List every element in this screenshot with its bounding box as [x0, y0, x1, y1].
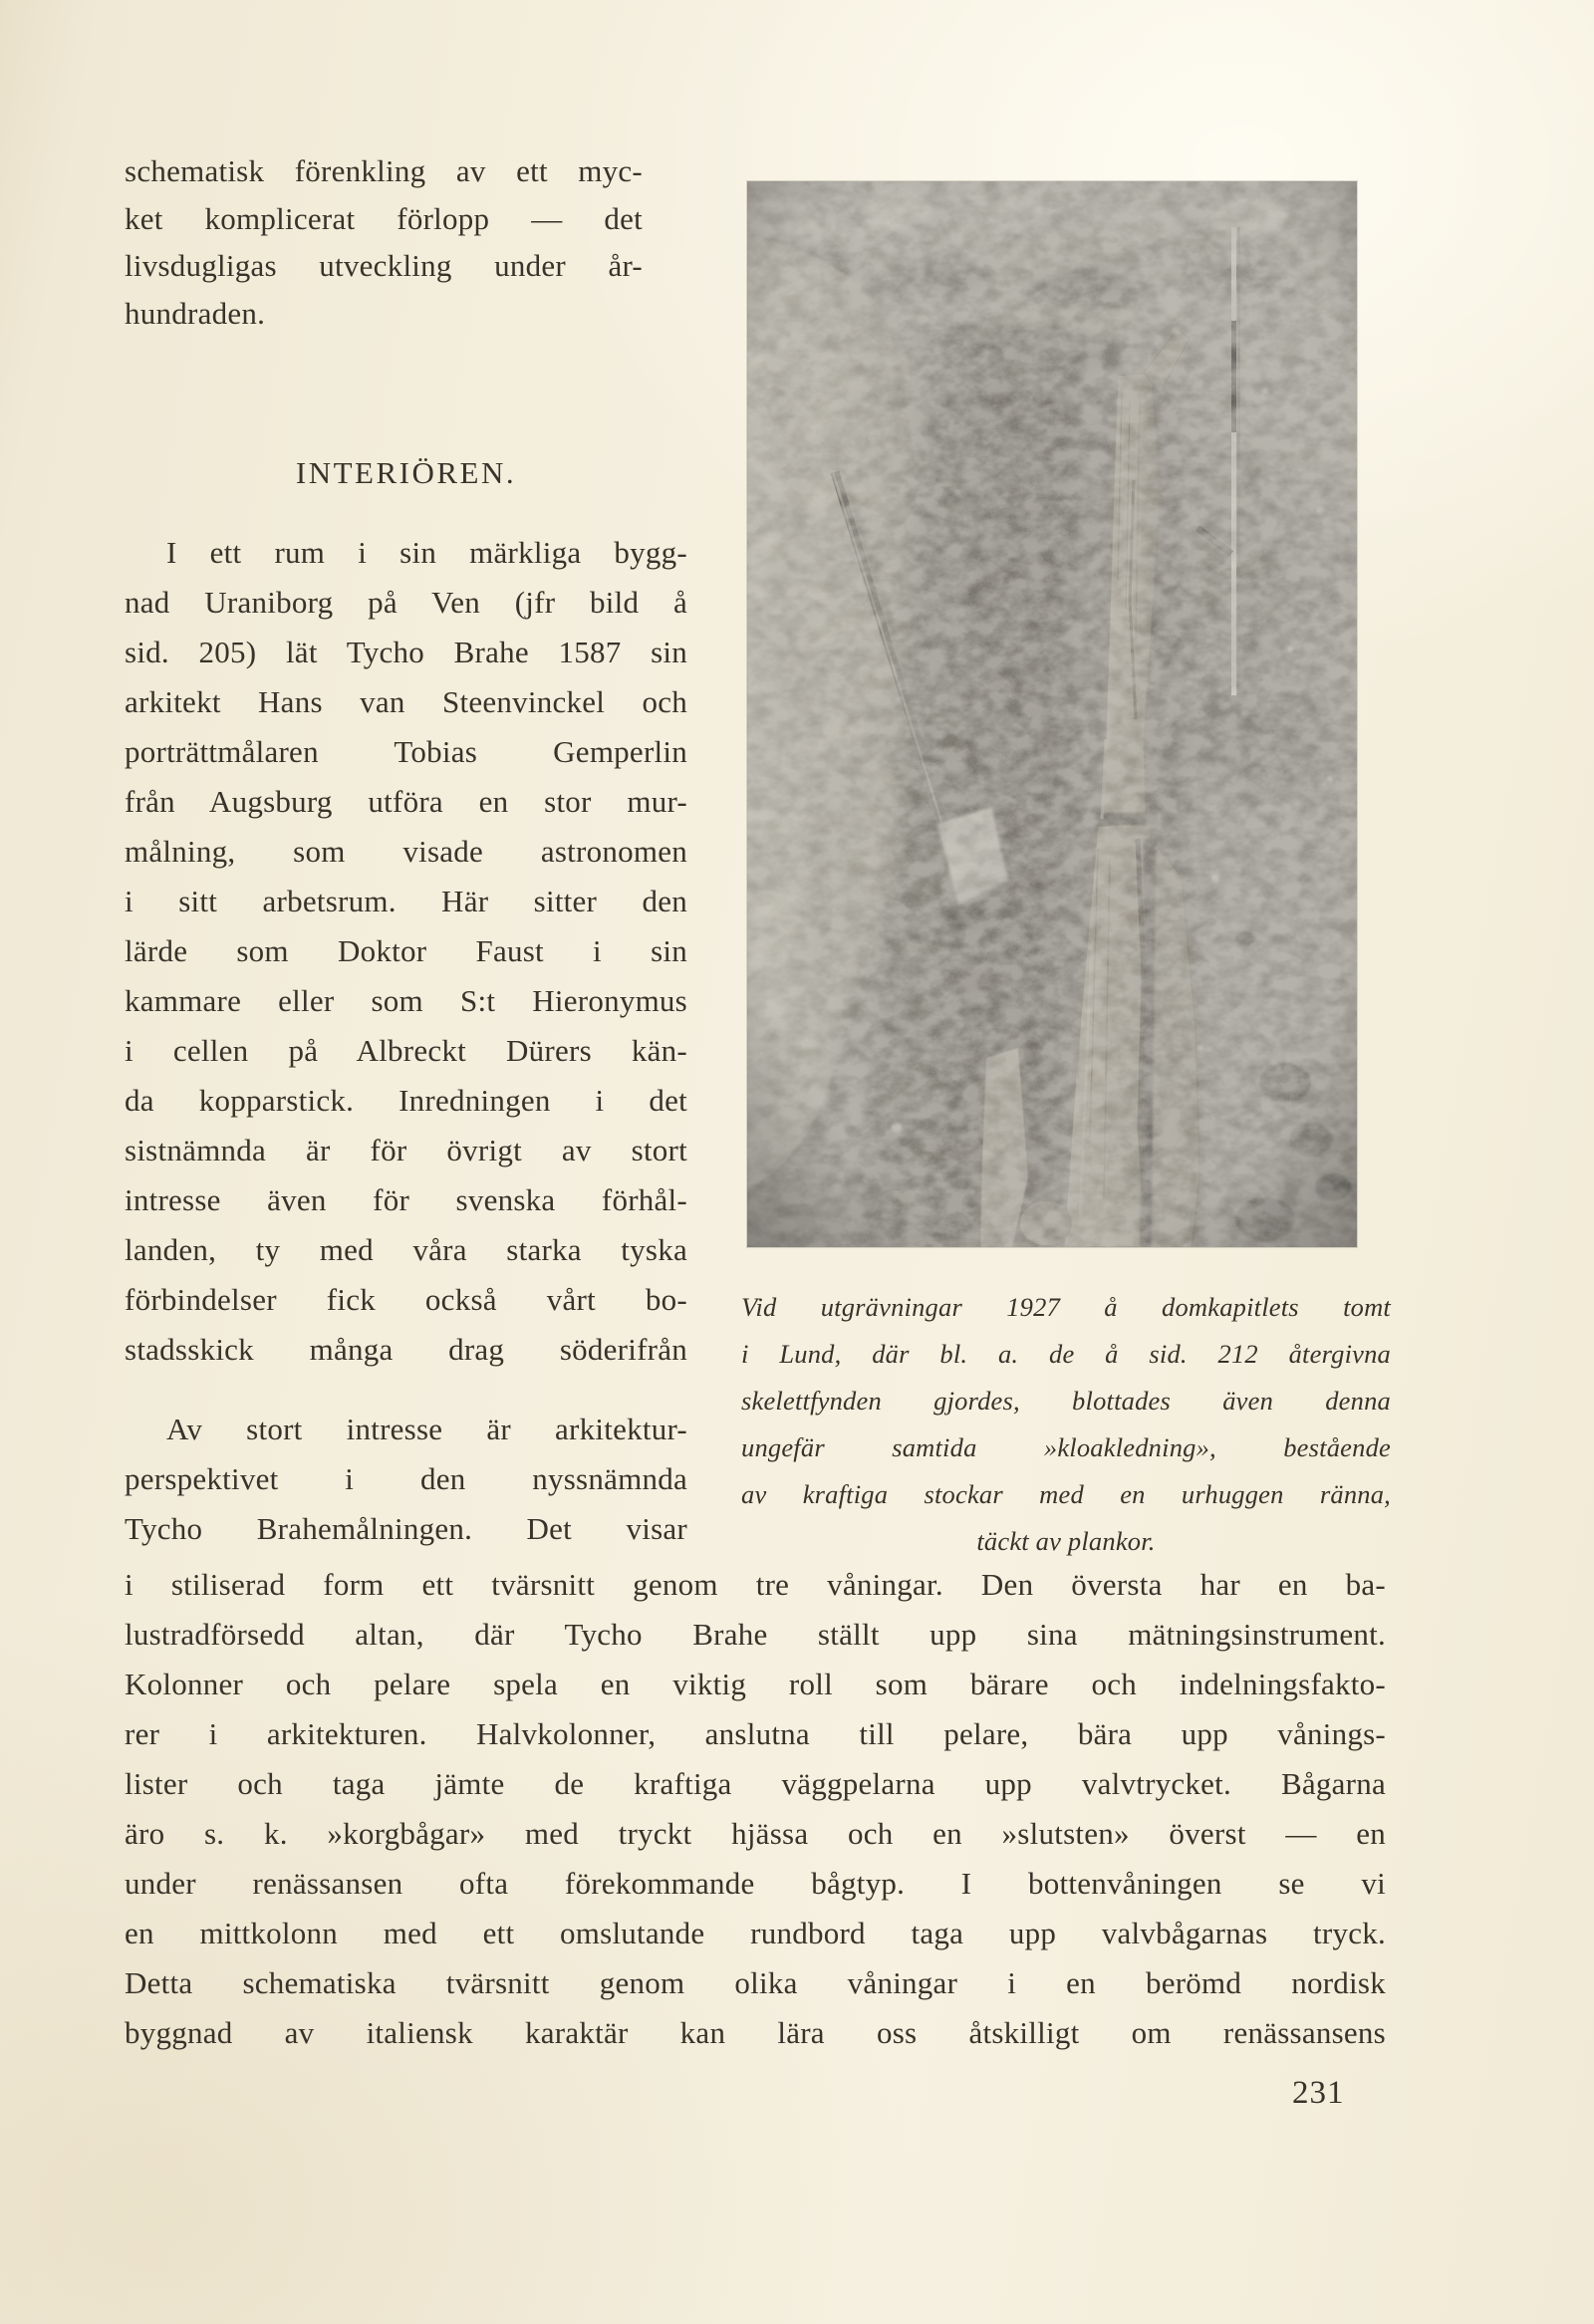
text-line: landen, ty med våra starka tyska	[125, 1232, 687, 1267]
text-line: förbindelser fick också vårt bo-	[125, 1282, 687, 1317]
text-line: från Augsburg utföra en stor mur-	[125, 784, 687, 819]
text-line: da kopparstick. Inredningen i det	[125, 1083, 687, 1118]
text-line: stadsskick många drag söderifrån	[125, 1332, 687, 1367]
figure-caption	[741, 1284, 1391, 1565]
caption-line: ungefär samtida »kloakledning», bestående	[741, 1432, 1391, 1462]
text-line: en mittkolonn med ett omslutande rundbord taga upp valvbågarnas tryck.	[125, 1916, 1386, 1950]
text-line: livsdugligas utveckling under år-	[125, 248, 643, 283]
text-line: intresse även för svenska förhål-	[125, 1182, 687, 1217]
text-line: hundraden.	[125, 295, 266, 331]
text-line: nad Uraniborg på Ven (jfr bild å	[125, 585, 687, 620]
text-line: rer i arkitekturen. Halvkolonner, anslutna till pelare, bära upp vånings-	[125, 1716, 1386, 1751]
text-line: Detta schematiska tvärsnitt genom olika våningar i en berömd nordisk	[125, 1965, 1386, 2000]
caption-line: skelettfynden gjordes, blottades även denna	[741, 1386, 1391, 1416]
left-text-column	[125, 147, 687, 1554]
main-paragraph	[125, 1560, 1386, 2058]
text-line: I ett rum i sin märkliga bygg-	[166, 535, 687, 570]
text-line: Kolonner och pelare spela en viktig roll som bärare och indelningsfakto-	[125, 1667, 1386, 1701]
text-line: lärde som Doktor Faust i sin	[125, 933, 687, 968]
text-line: lustradförsedd altan, där Tycho Brahe ställt upp sina mätningsinstrument.	[125, 1617, 1386, 1652]
text-line: i sitt arbetsrum. Här sitter den	[125, 884, 687, 918]
section-heading: INTERIÖREN.	[295, 455, 517, 490]
text-line: ket komplicerat förlopp — det	[125, 200, 643, 236]
architecture-paragraph	[125, 1405, 687, 1554]
excavation-photo-illustration	[747, 181, 1357, 1247]
interior-paragraph	[125, 528, 687, 1375]
excavation-photo	[747, 181, 1357, 1247]
text-line: målning, som visade astronomen	[125, 834, 687, 869]
caption-line: Vid utgrävningar 1927 å domkapitlets tomt	[741, 1292, 1391, 1322]
figure	[741, 181, 1395, 1565]
text-line: byggnad av italiensk karaktär kan lära oss åtskilligt om renässansens	[125, 2015, 1386, 2050]
text-line: sid. 205) lät Tycho Brahe 1587 sin	[125, 635, 687, 669]
text-line: perspektivet i den nyssnämnda	[125, 1461, 687, 1496]
text-line: kammare eller som S:t Hieronymus	[125, 983, 687, 1018]
text-line: lister och taga jämte de kraftiga väggpelarna upp valvtrycket. Bågarna	[125, 1766, 1386, 1801]
text-line: Tycho Brahemålningen. Det visar	[125, 1511, 687, 1546]
page-number: 231	[1292, 2075, 1345, 2111]
text-line: i stiliserad form ett tvärsnitt genom tre våningar. Den översta har en ba-	[125, 1567, 1386, 1602]
text-line: sistnämnda är för övrigt av stort	[125, 1133, 687, 1167]
caption-line: täckt av plankor.	[976, 1526, 1156, 1556]
text-line: arkitekt Hans van Steenvinckel och	[125, 684, 687, 719]
intro-paragraph	[125, 147, 643, 337]
photo-grain	[747, 181, 1357, 1247]
text-line: under renässansen ofta förekommande bågtyp. I bottenvåningen se vi	[125, 1866, 1386, 1901]
text-line: äro s. k. »korgbågar» med tryckt hjässa och en »slutsten» överst — en	[125, 1816, 1386, 1851]
caption-line: i Lund, där bl. a. de å sid. 212 återgivna	[741, 1339, 1391, 1369]
caption-line: av kraftiga stockar med en urhuggen ränna,	[741, 1479, 1391, 1509]
text-line: i cellen på Albreckt Dürers kän-	[125, 1033, 687, 1068]
text-line: schematisk förenkling av ett myc-	[125, 153, 643, 188]
text-line: Av stort intresse är arkitektur-	[166, 1412, 687, 1446]
text-line: porträttmålaren Tobias Gemperlin	[125, 734, 687, 769]
